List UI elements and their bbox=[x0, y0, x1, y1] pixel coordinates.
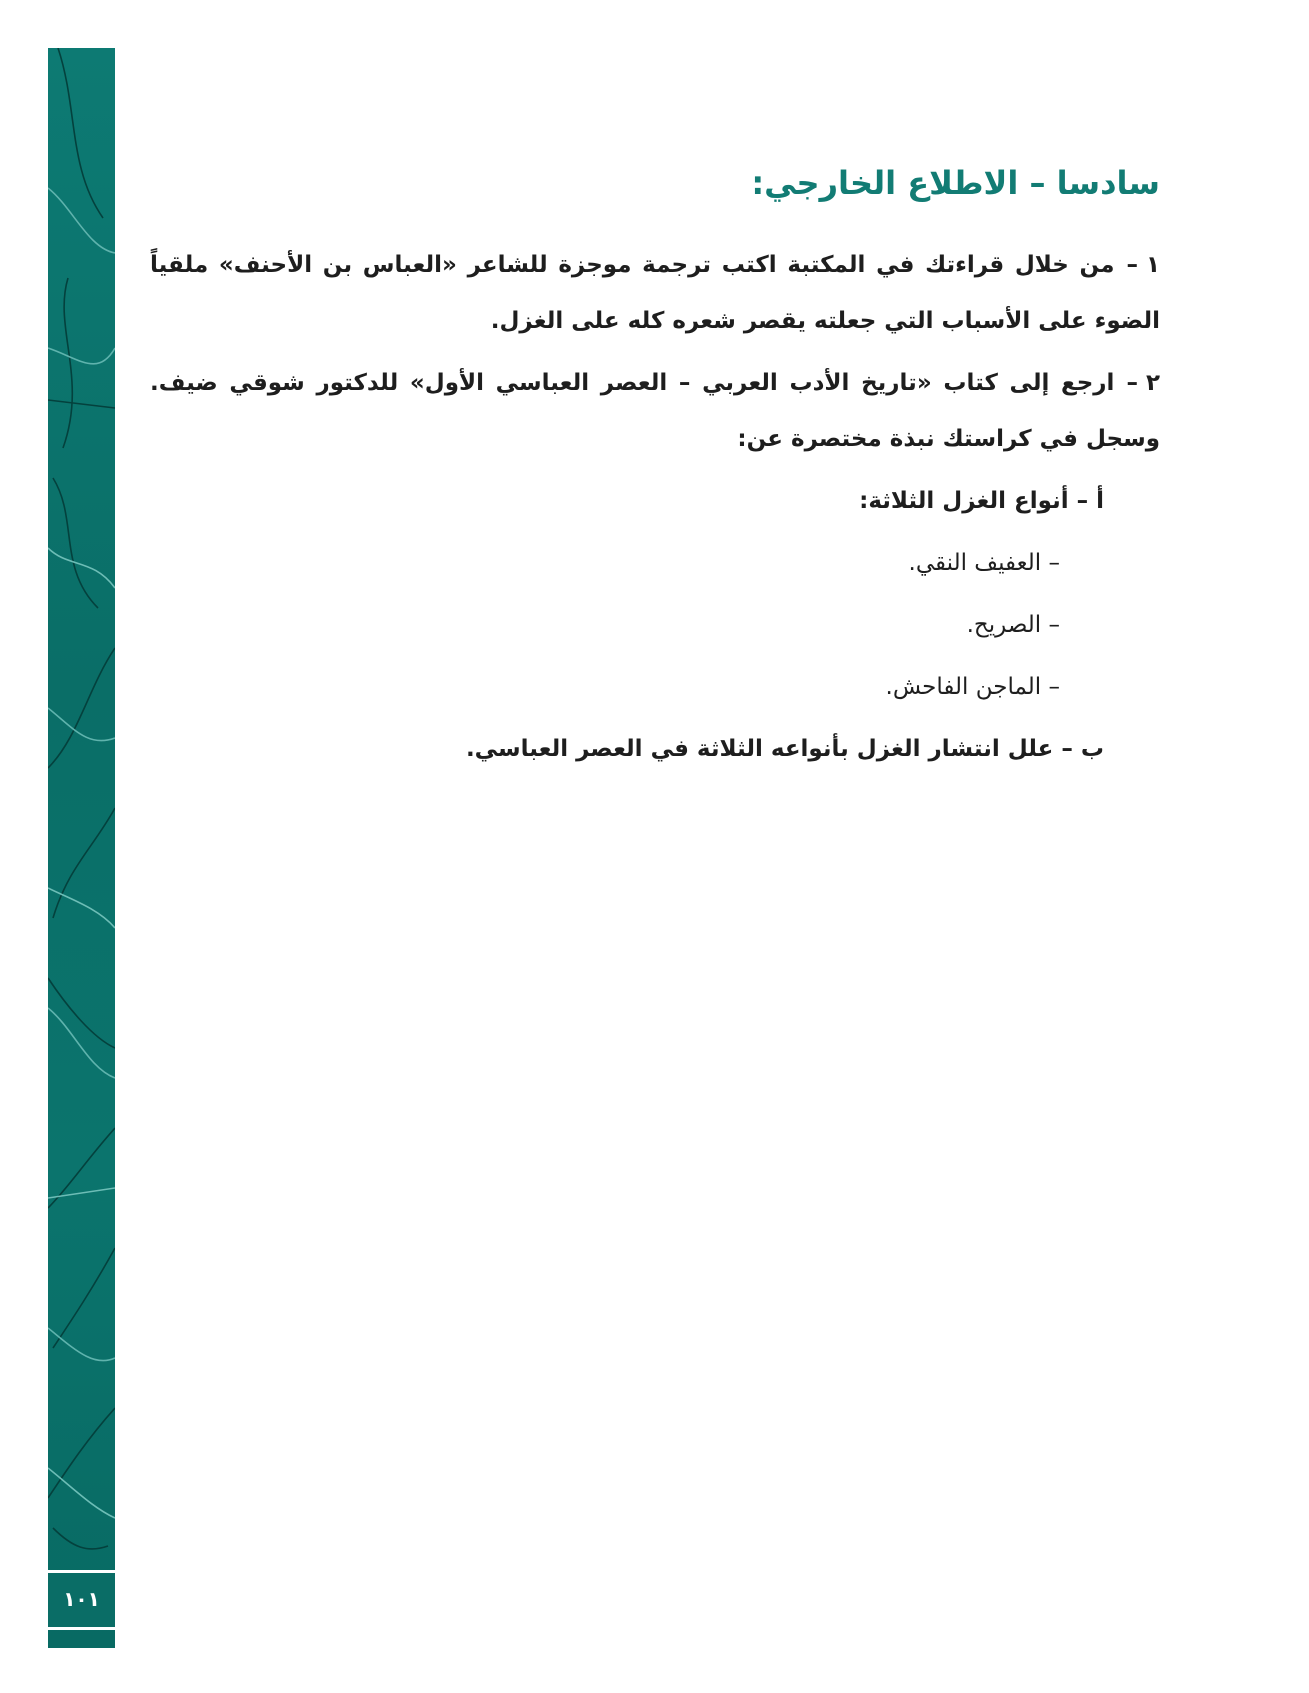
section-title: سادسا – الاطلاع الخارجي: bbox=[751, 164, 1160, 202]
page-number-bar bbox=[48, 1570, 115, 1630]
page-number: ١٠١ bbox=[63, 1587, 100, 1611]
band-texture bbox=[48, 48, 115, 1648]
question-item-2 bbox=[150, 355, 1160, 467]
question-item-1 bbox=[150, 237, 1160, 349]
decorative-side-band bbox=[48, 48, 115, 1648]
question-text: من خلال قراءتك في المكتبة اكتب ترجمة موجزة للشاعر «العباس بن الأحنف» ملقياً الضوء على الأسباب التي جعلته يقصر شعره كله على الغزل. bbox=[150, 252, 1160, 334]
main-content bbox=[150, 155, 1160, 783]
list-item: – العفيف النقي. bbox=[908, 550, 1060, 576]
question-text: ارجع إلى كتاب «تاريخ الأدب العربي – العصر العباسي الأول» للدكتور شوقي ضيف. وسجل في كراستك نبذة مختصرة عن: bbox=[150, 370, 1160, 452]
question-number: ٢ – bbox=[1126, 370, 1160, 396]
question-number: ١ – bbox=[1126, 252, 1160, 278]
subquestion-a: أ – أنواع الغزل الثلاثة: bbox=[859, 488, 1104, 514]
subquestion-b: ب – علل انتشار الغزل بأنواعه الثلاثة في العصر العباسي. bbox=[465, 736, 1104, 762]
list-item: – الماجن الفاحش. bbox=[885, 674, 1060, 700]
list-item: – الصريح. bbox=[966, 612, 1060, 638]
